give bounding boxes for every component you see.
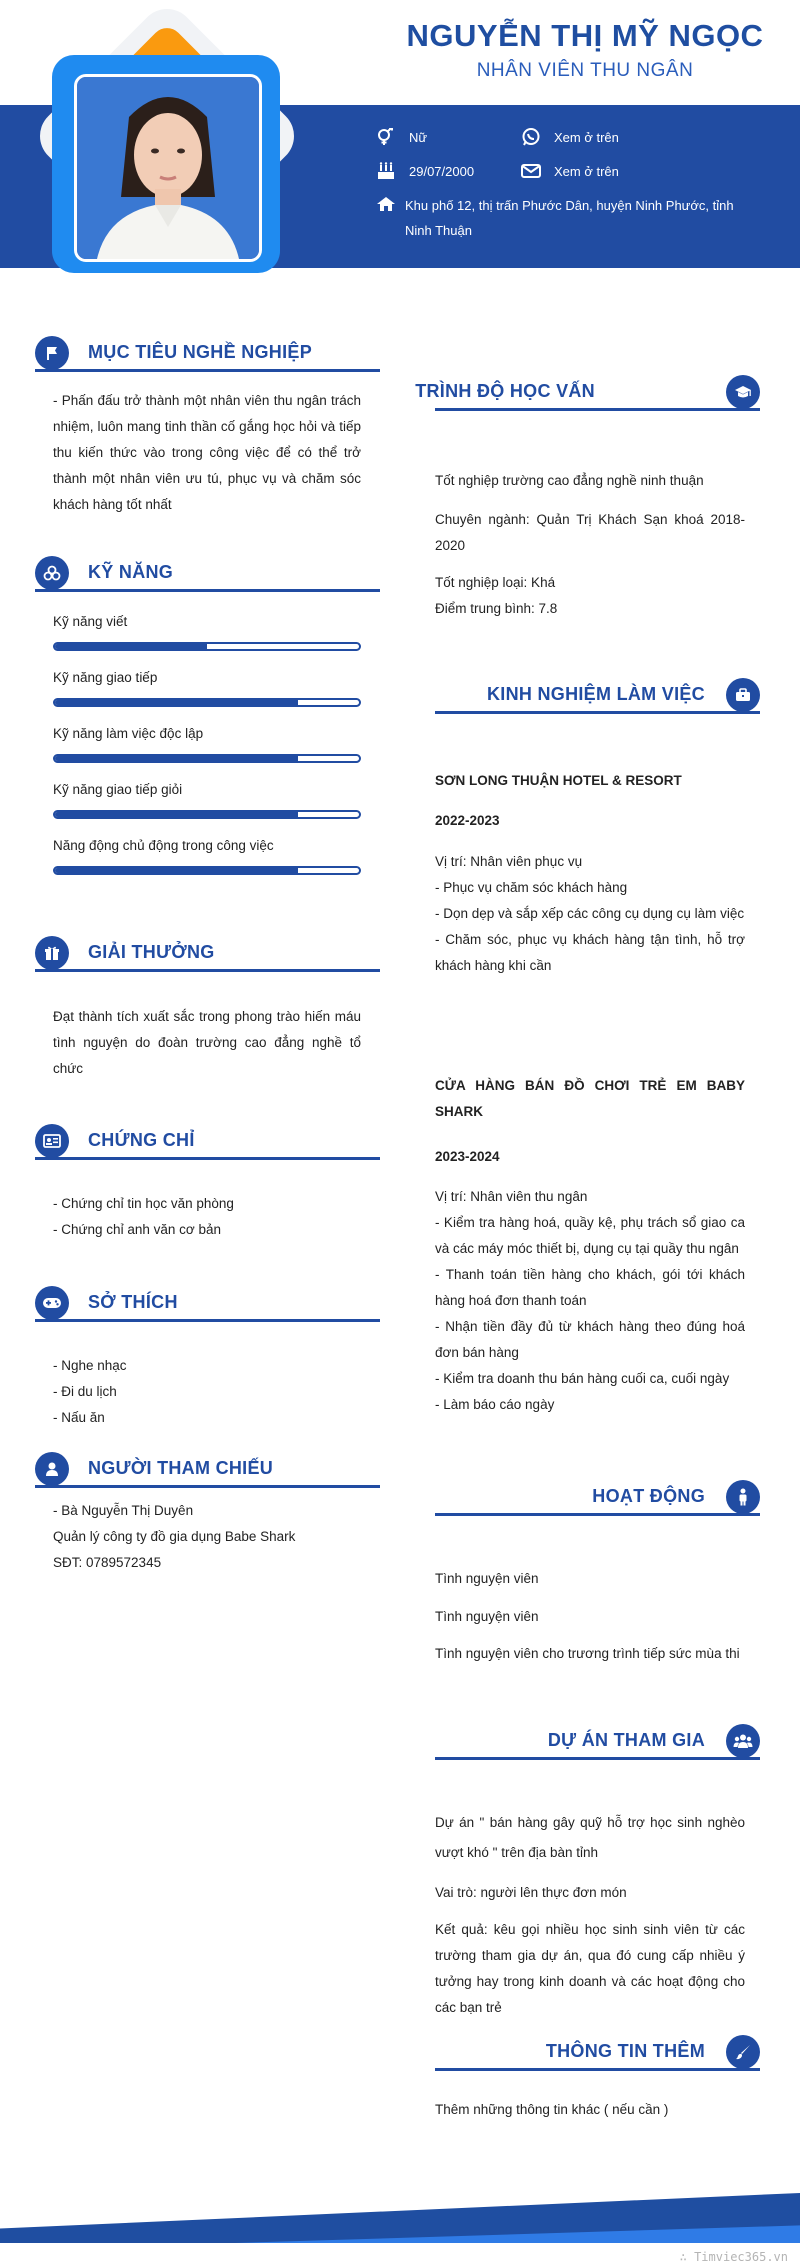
birthday-row bbox=[375, 162, 474, 180]
awards-underline bbox=[35, 969, 380, 972]
whatsapp-icon bbox=[520, 128, 542, 146]
activity-line: Tình nguyện viên cho trương trình tiếp sức mùa thi bbox=[435, 1646, 740, 1661]
skill-label: Kỹ năng giao tiếp bbox=[53, 670, 158, 685]
skill-label: Kỹ năng viết bbox=[53, 614, 128, 629]
watermark-icon: ∴ bbox=[679, 2250, 695, 2264]
skill-bar bbox=[53, 642, 361, 651]
certificates-underline bbox=[35, 1157, 380, 1160]
job-details bbox=[435, 1184, 745, 1418]
reference-line: SĐT: 0789572345 bbox=[53, 1555, 162, 1570]
email-row bbox=[520, 162, 619, 180]
job-line: - Nhận tiền đầy đủ từ khách hàng theo đúng hoá đơn bán hàng bbox=[435, 1319, 745, 1360]
job-line: - Phục vụ chăm sóc khách hàng bbox=[435, 880, 628, 895]
candidate-name: NGUYỄN THỊ MỸ NGỌC bbox=[406, 18, 764, 53]
skill-bar-fill bbox=[55, 868, 298, 873]
job-company: CỬA HÀNG BÁN ĐỒ CHƠI TRẺ EM BABY SHARK bbox=[435, 1078, 745, 1119]
job-period: 2023-2024 bbox=[435, 1149, 500, 1164]
references-underline bbox=[35, 1485, 380, 1488]
education-gpa: Điểm trung bình: 7.8 bbox=[435, 601, 558, 616]
certificates-title: CHỨNG CHỈ bbox=[88, 1130, 195, 1150]
person-standing-icon bbox=[726, 1480, 760, 1514]
education-major: Chuyên ngành: Quản Trị Khách Sạn khoá 2018-2020 bbox=[435, 512, 745, 553]
activity-line: Tình nguyện viên bbox=[435, 1609, 539, 1624]
birthday-cake-icon bbox=[375, 162, 397, 180]
extra-underline bbox=[435, 2068, 760, 2071]
education-rank: Tốt nghiệp loại: Khá bbox=[435, 575, 556, 590]
projects-underline bbox=[435, 1757, 760, 1760]
extra-title: THÔNG TIN THÊM bbox=[545, 2041, 705, 2061]
skills-title: KỸ NĂNG bbox=[88, 562, 174, 582]
home-icon bbox=[375, 195, 397, 213]
education-title: TRÌNH ĐỘ HỌC VẤN bbox=[415, 381, 595, 401]
gamepad-icon bbox=[35, 1286, 69, 1320]
references-text bbox=[53, 1498, 361, 1576]
skill-bar-fill bbox=[55, 812, 298, 817]
extra-text: Thêm những thông tin khác ( nếu cần ) bbox=[435, 2102, 669, 2117]
certificate-item: - Chứng chỉ anh văn cơ bản bbox=[53, 1222, 221, 1237]
job-line: - Dọn dẹp và sắp xếp các công cụ dụng cụ làm việc bbox=[435, 906, 745, 921]
skill-bar-fill bbox=[55, 700, 298, 705]
skill-label: Kỹ năng làm việc độc lập bbox=[53, 726, 204, 741]
objective-text: - Phấn đấu trở thành một nhân viên thu ngân trách nhiệm, luôn mang tinh thần cố gắng học hỏi và tiếp thu kiến thức vào trong công việc để có thể trở thành một nhân viên ưu tú, phục vụ và chăm sóc khách hàng tốt nhất bbox=[53, 393, 361, 512]
watermark bbox=[680, 2250, 788, 2264]
skill-bar bbox=[53, 810, 361, 819]
hobbies-list bbox=[53, 1353, 361, 1431]
watermark-text: Timviec365.vn bbox=[694, 2250, 788, 2264]
activity-line: Tình nguyện viên bbox=[435, 1571, 539, 1586]
skill-bar bbox=[53, 698, 361, 707]
phone-text[interactable]: Xem ở trên bbox=[554, 129, 619, 145]
address-icon-wrap bbox=[375, 195, 409, 213]
email-text[interactable]: Xem ở trên bbox=[554, 163, 619, 179]
job-line: - Kiểm tra doanh thu bán hàng cuối ca, cuối ngày bbox=[435, 1371, 730, 1386]
objective-title: MỤC TIÊU NGHỀ NGHIỆP bbox=[88, 342, 313, 362]
job-line: Vị trí: Nhân viên phục vụ bbox=[435, 854, 583, 869]
profile-photo bbox=[74, 74, 262, 262]
email-icon bbox=[520, 162, 542, 180]
skill-bar-fill bbox=[55, 644, 207, 649]
phone-row bbox=[520, 128, 619, 146]
activities-underline bbox=[435, 1513, 760, 1516]
job-line: - Kiểm tra hàng hoá, quầy kệ, phụ trách sổ giao ca và các máy móc thiết bị, dụng cụ tại quầy thu ngân bbox=[435, 1215, 745, 1256]
skill-bar bbox=[53, 866, 361, 875]
reference-line: - Bà Nguyễn Thị Duyên bbox=[53, 1503, 194, 1518]
job-company: SƠN LONG THUẬN HOTEL & RESORT bbox=[435, 773, 682, 788]
cubes-icon bbox=[35, 556, 69, 590]
gift-icon bbox=[35, 936, 69, 970]
job-line: Vị trí: Nhân viên thu ngân bbox=[435, 1189, 588, 1204]
objective-underline bbox=[35, 369, 380, 372]
certificates-list bbox=[53, 1191, 361, 1243]
job-period: 2022-2023 bbox=[435, 813, 500, 828]
skill-bar bbox=[53, 754, 361, 763]
education-school: Tốt nghiệp trường cao đẳng nghề ninh thuận bbox=[435, 473, 704, 488]
person-icon bbox=[35, 1452, 69, 1486]
job-details bbox=[435, 849, 745, 979]
job-line: - Thanh toán tiền hàng cho khách, gói tới khách hàng hoá đơn thanh toán bbox=[435, 1267, 745, 1308]
certificate-item: - Chứng chỉ tin học văn phòng bbox=[53, 1196, 234, 1211]
gender-icon bbox=[375, 128, 397, 146]
birthday-text: 29/07/2000 bbox=[409, 163, 475, 179]
address-text: Khu phố 12, thị trấn Phước Dân, huyện Ninh Phước, tỉnh Ninh Thuận bbox=[405, 198, 734, 238]
reference-line: Quản lý công ty đồ gia dụng Babe Shark bbox=[53, 1529, 296, 1544]
skill-bar-fill bbox=[55, 756, 298, 761]
job-line: - Chăm sóc, phục vụ khách hàng tận tình, hỗ trợ khách hàng khi cần bbox=[435, 932, 745, 973]
skills-underline bbox=[35, 589, 380, 592]
project-name: Dự án " bán hàng gây quỹ hỗ trợ học sinh nghèo vượt khó " trên địa bàn tỉnh bbox=[435, 1815, 745, 1860]
project-role: Vai trò: người lên thực đơn món bbox=[435, 1885, 627, 1900]
education-underline bbox=[435, 408, 760, 411]
project-result: Kết quả: kêu gọi nhiều học sinh sinh viên từ các trường tham gia dự án, qua đó cung cấp nhiều ý tưởng hay trong kinh doanh và các hoạt động cho các bạn trẻ bbox=[435, 1922, 745, 2015]
hobbies-title: SỞ THÍCH bbox=[88, 1292, 178, 1312]
hobby-item: - Nghe nhạc bbox=[53, 1358, 127, 1373]
skill-label: Năng động chủ động trong công việc bbox=[53, 838, 274, 853]
awards-text: Đạt thành tích xuất sắc trong phong trào hiến máu tình nguyện do đoàn trường cao đẳng nghề tổ chức bbox=[53, 1009, 361, 1076]
graduation-cap-icon bbox=[726, 375, 760, 409]
briefcase-icon bbox=[726, 678, 760, 712]
hobby-item: - Nấu ăn bbox=[53, 1410, 105, 1425]
hobby-item: - Đi du lịch bbox=[53, 1384, 117, 1399]
job-line: - Làm báo cáo ngày bbox=[435, 1397, 555, 1412]
flag-icon bbox=[35, 336, 69, 370]
activities-title: HOẠT ĐỘNG bbox=[592, 1486, 705, 1506]
candidate-role: NHÂN VIÊN THU NGÂN bbox=[476, 60, 694, 81]
projects-title: DỰ ÁN THAM GIA bbox=[547, 1730, 705, 1750]
references-title: NGƯỜI THAM CHIẾU bbox=[88, 1458, 274, 1478]
skill-label: Kỹ năng giao tiếp giỏi bbox=[53, 782, 183, 797]
certificate-icon bbox=[35, 1124, 69, 1158]
gender-row bbox=[375, 128, 427, 146]
awards-title: GIẢI THƯỞNG bbox=[88, 942, 215, 962]
paint-brush-icon bbox=[726, 2035, 760, 2069]
experience-underline bbox=[435, 711, 760, 714]
users-icon bbox=[726, 1724, 760, 1758]
gender-text: Nữ bbox=[409, 129, 428, 145]
hobbies-underline bbox=[35, 1319, 380, 1322]
experience-title: KINH NGHIỆM LÀM VIỆC bbox=[486, 684, 705, 704]
